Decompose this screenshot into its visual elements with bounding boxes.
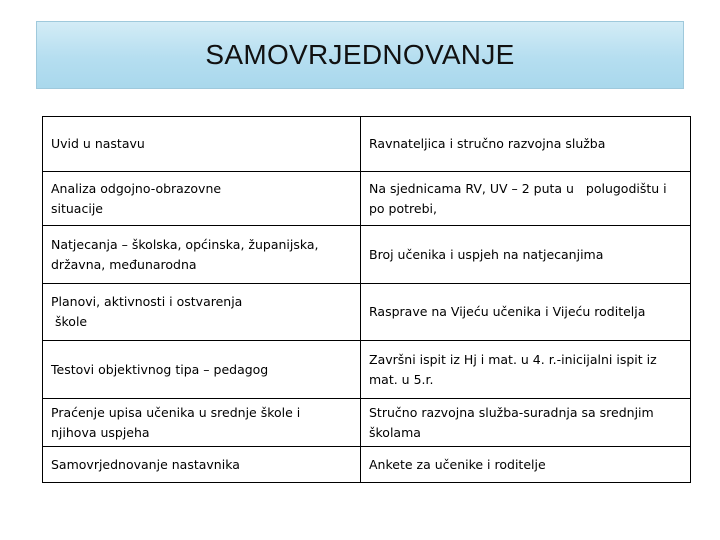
evaluation-table: [42, 116, 691, 483]
table-cell-left: Samovrjednovanje nastavnika: [43, 447, 361, 483]
table-cell-right: Ravnateljica i stručno razvojna služba: [361, 117, 691, 172]
table-cell-left: Testovi objektivnog tipa – pedagog: [43, 341, 361, 399]
table-row: [43, 284, 691, 341]
table-row: [43, 399, 691, 447]
table-cell-right: Završni ispit iz Hj i mat. u 4. r.-inicijalni ispit iz mat. u 5.r.: [361, 341, 691, 399]
table-cell-left: Planovi, aktivnosti i ostvarenja škole: [43, 284, 361, 341]
page-title: SAMOVRJEDNOVANJE: [205, 39, 515, 70]
table-cell-left: Praćenje upisa učenika u srednje škole i njihova uspjeha: [43, 399, 361, 447]
table-row: [43, 172, 691, 226]
table-row: [43, 226, 691, 284]
table-cell-right: Broj učenika i uspjeh na natjecanjima: [361, 226, 691, 284]
table-cell-left: Natjecanja – školska, općinska, županijska, državna, međunarodna: [43, 226, 361, 284]
table-cell-right: Ankete za učenike i roditelje: [361, 447, 691, 483]
table-cell-right: Rasprave na Vijeću učenika i Vijeću roditelja: [361, 284, 691, 341]
table-row: [43, 447, 691, 483]
title-banner: [36, 21, 684, 89]
table-row: [43, 117, 691, 172]
table-row: [43, 341, 691, 399]
table-cell-left: Analiza odgojno-obrazovne situacije: [43, 172, 361, 226]
table-cell-left: Uvid u nastavu: [43, 117, 361, 172]
table-cell-right: Stručno razvojna služba-suradnja sa srednjim školama: [361, 399, 691, 447]
table-cell-right: Na sjednicama RV, UV – 2 puta u polugodištu i po potrebi,: [361, 172, 691, 226]
